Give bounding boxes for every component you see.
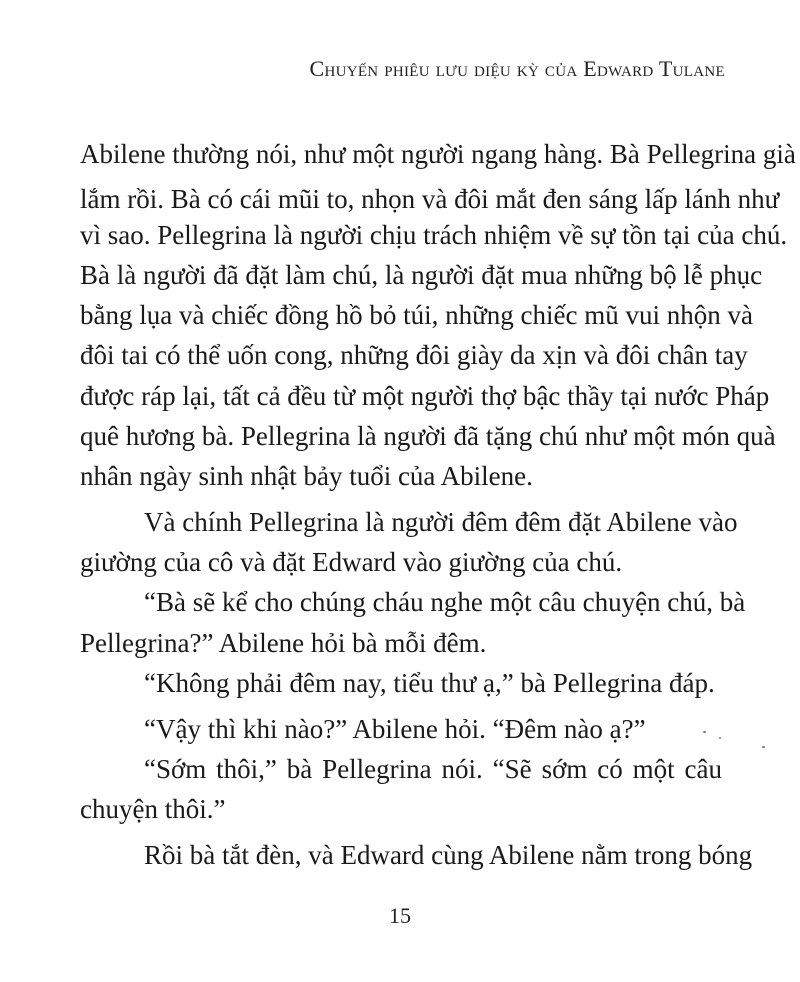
scan-speck (762, 746, 765, 748)
body-line: chuyện thôi.” (80, 794, 226, 824)
body-line: Abilene thường nói, như một người ngang hàng. Bà Pellegrina già (80, 139, 796, 169)
body-line: Và chính Pellegrina là người đêm đêm đặt Abilene vào (144, 507, 738, 537)
body-line: Bà là người đã đặt làm chú, là người đặt mua những bộ lễ phục (80, 260, 763, 290)
body-line: được ráp lại, tất cả đều từ một người thợ bậc thầy tại nước Pháp (80, 381, 770, 411)
body-line: “Bà sẽ kể cho chúng cháu nghe một câu chuyện chú, bà (144, 587, 746, 617)
body-line: bằng lụa và chiếc đồng hồ bỏ túi, những chiếc mũ vui nhộn và (80, 300, 753, 330)
body-line: lắm rồi. Bà có cái mũi to, nhọn và đôi mắt đen sáng lấp lánh như (80, 184, 780, 214)
scan-speck (703, 731, 706, 733)
scan-speck (719, 737, 721, 739)
running-header: Chuyến phiêu lưu diệu kỳ của Edward Tulane (309, 56, 725, 81)
body-line: giường của cô và đặt Edward vào giường của chú. (80, 547, 623, 577)
body-line: đôi tai có thể uốn cong, những đôi giày da xịn và đôi chân tay (80, 340, 748, 370)
page-number: 15 (389, 903, 411, 928)
body-line: Pellegrina?” Abilene hỏi bà mỗi đêm. (80, 628, 487, 658)
body-line: “Sớm thôi,” bà Pellegrina nói. “Sẽ sớm có một câu (144, 754, 722, 784)
body-line: Rồi bà tắt đèn, và Edward cùng Abilene nằm trong bóng (144, 840, 753, 870)
body-line: nhân ngày sinh nhật bảy tuổi của Abilene. (80, 461, 533, 491)
body-line: vì sao. Pellegrina là người chịu trách nhiệm về sự tồn tại của chú. (80, 220, 788, 250)
body-line: “Vậy thì khi nào?” Abilene hỏi. “Đêm nào ạ?” (144, 714, 646, 744)
body-line: quê hương bà. Pellegrina là người đã tặng chú như một món quà (80, 421, 776, 451)
body-line: “Không phải đêm nay, tiểu thư ạ,” bà Pellegrina đáp. (144, 668, 715, 698)
